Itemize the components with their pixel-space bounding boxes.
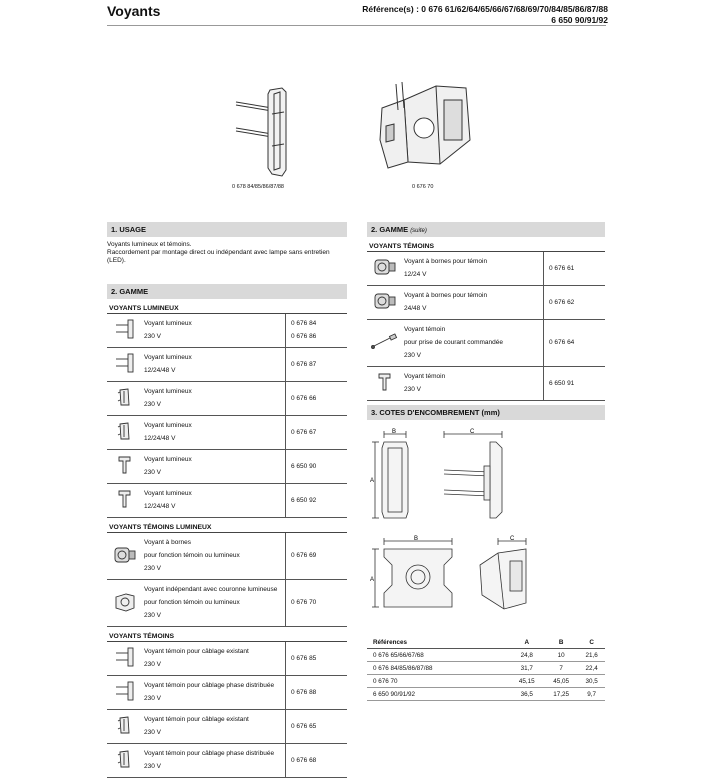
product-reference-text-line: 6 650 92 xyxy=(291,496,317,504)
product-reference-text-line: 0 676 88 xyxy=(291,688,317,696)
gamme-subhead: VOYANTS LUMINEUX xyxy=(107,304,347,314)
reference-line-2: 6 650 90/91/92 xyxy=(551,15,608,25)
product-reference xyxy=(286,710,348,744)
product-reference-text xyxy=(291,395,346,403)
product-description-text xyxy=(144,490,284,511)
product-reference xyxy=(286,676,348,710)
table-row xyxy=(107,580,347,627)
product-description-text-line: Voyant à bornes xyxy=(144,539,191,546)
dim-label-a-1: A xyxy=(370,478,375,484)
product-reference-text xyxy=(291,361,346,369)
product-description xyxy=(143,450,286,484)
product-description-text-line: Voyant témoin pour câblage existant xyxy=(144,648,249,655)
table-row xyxy=(367,252,605,286)
gamme-body xyxy=(107,304,347,778)
product-description-text xyxy=(404,373,542,394)
product-description-text-line: Voyant lumineux xyxy=(144,388,192,395)
clip-voyant-icon xyxy=(107,416,143,450)
table-row xyxy=(107,484,347,518)
product-description-text-line: 12/24/48 V xyxy=(144,367,176,374)
gamme-suite-heading-suffix: (suite) xyxy=(410,228,427,234)
product-description-text-line: 230 V xyxy=(404,352,421,359)
product-description-text xyxy=(404,292,542,313)
product-reference-text-line: 0 676 70 xyxy=(291,599,317,606)
dim-label-b-2: B xyxy=(414,536,419,542)
col-a: A xyxy=(510,637,544,649)
product-reference xyxy=(544,252,606,286)
dimensions-table xyxy=(367,637,605,701)
product-description-text-line: 12/24/48 V xyxy=(144,503,176,510)
product-description-text-line: 230 V xyxy=(144,729,161,736)
table-cell: 24,8 xyxy=(510,649,544,662)
table-row xyxy=(107,382,347,416)
gamme-table xyxy=(107,314,347,518)
product-description-text xyxy=(144,539,284,573)
gamme-suite-heading-text: 2. GAMME xyxy=(371,225,409,234)
product-description-text-line: 24/48 V xyxy=(404,305,427,312)
product-description xyxy=(143,533,286,580)
table-row xyxy=(107,676,347,710)
dimension-drawing-front-large xyxy=(370,535,458,615)
gamme-suite-table xyxy=(367,252,605,401)
product-description-text xyxy=(404,258,542,279)
clip-voyant-icon xyxy=(107,382,143,416)
product-description-text-line: Voyant témoin pour câblage existant xyxy=(144,716,249,723)
terminal-voyant-icon xyxy=(367,286,403,320)
figure-caption-right: 0 676 70 xyxy=(412,184,434,190)
product-description-text-line: Voyant indépendant avec couronne lumineuse xyxy=(144,586,278,593)
terminal-voyant-icon xyxy=(107,533,143,580)
product-reference-text-line: 0 676 62 xyxy=(549,298,575,306)
product-reference-text xyxy=(549,380,604,388)
product-description-text xyxy=(144,422,284,443)
reference-line-1: Référence(s) : 0 676 61/62/64/65/66/67/68/69/70/84/85/86/87/88 xyxy=(362,4,608,14)
table-cell: 10 xyxy=(544,649,578,662)
table-row xyxy=(107,416,347,450)
product-description-text xyxy=(144,716,284,737)
product-description xyxy=(143,710,286,744)
product-reference-text-line: 0 676 69 xyxy=(291,552,317,559)
product-description-text xyxy=(144,750,284,771)
product-description xyxy=(403,367,544,401)
mechanism-voyant-icon xyxy=(107,580,143,627)
product-description xyxy=(143,744,286,778)
product-reference-text-line: 0 676 84 xyxy=(291,320,317,327)
usage-section xyxy=(107,222,347,265)
product-reference-text xyxy=(291,497,346,505)
product-description-text-line: Voyant témoin pour câblage phase distribuée xyxy=(144,750,275,757)
two-pin-voyant-icon xyxy=(107,348,143,382)
product-reference-text xyxy=(291,320,346,341)
product-reference-text xyxy=(291,552,346,560)
product-reference xyxy=(544,286,606,320)
product-reference-text xyxy=(291,655,346,663)
table-row xyxy=(107,744,347,778)
product-description-text xyxy=(144,682,284,703)
bracket-voyant-icon xyxy=(107,484,143,518)
product-description-text-line: Voyant témoin pour câblage phase distribuée xyxy=(144,682,275,689)
product-description-text-line: Voyant lumineux xyxy=(144,354,192,361)
table-cell: 0 676 84/85/86/87/88 xyxy=(367,662,510,675)
table-cell: 21,6 xyxy=(578,649,605,662)
table-row xyxy=(367,649,605,662)
product-description xyxy=(143,382,286,416)
product-description xyxy=(403,286,544,320)
table-row xyxy=(107,533,347,580)
two-pin-voyant-icon xyxy=(107,642,143,676)
product-reference xyxy=(286,314,348,348)
product-description xyxy=(143,314,286,348)
product-reference-text xyxy=(291,463,346,471)
gamme-suite-heading xyxy=(367,222,605,237)
clip-voyant-icon xyxy=(107,744,143,778)
clip-voyant-icon xyxy=(107,710,143,744)
gamme-suite-body xyxy=(367,252,605,401)
table-row xyxy=(107,314,347,348)
product-description-text-line: Voyant à bornes pour témoin xyxy=(404,292,488,299)
product-reference xyxy=(544,367,606,401)
product-description-text-line: 230 V xyxy=(144,612,161,619)
product-reference-text xyxy=(549,339,604,347)
gamme-subhead: VOYANTS TÉMOINS LUMINEUX xyxy=(107,523,347,533)
bracket-voyant-icon xyxy=(107,450,143,484)
table-cell: 30,5 xyxy=(578,675,605,688)
table-row xyxy=(367,675,605,688)
product-description-text xyxy=(144,388,284,409)
table-cell: 7 xyxy=(544,662,578,675)
product-reference-text xyxy=(291,599,346,607)
product-reference xyxy=(286,533,348,580)
product-description-text-line: 12/24 V xyxy=(404,271,427,278)
gamme-table xyxy=(107,533,347,627)
table-cell: 31,7 xyxy=(510,662,544,675)
table-cell: 22,4 xyxy=(578,662,605,675)
bracket-voyant-icon xyxy=(367,367,403,401)
product-description xyxy=(143,348,286,382)
product-reference xyxy=(286,744,348,778)
product-description xyxy=(143,642,286,676)
dim-label-a-2: A xyxy=(370,577,375,583)
product-reference-text xyxy=(291,757,346,765)
product-reference-text-line: 0 676 66 xyxy=(291,394,317,402)
gamme-subhead: VOYANTS TÉMOINS xyxy=(107,632,347,642)
table-row xyxy=(107,348,347,382)
dim-label-c-2: C xyxy=(510,536,515,542)
dimensions-table-wrap xyxy=(367,637,605,701)
product-reference xyxy=(286,382,348,416)
header-divider xyxy=(107,25,606,26)
product-description-text-line: pour fonction témoin ou lumineux xyxy=(144,599,240,606)
product-description-text-line: 230 V xyxy=(144,469,161,476)
product-description xyxy=(143,580,286,627)
table-cell: 0 676 65/66/67/68 xyxy=(367,649,510,662)
product-description-text-line: Voyant témoin xyxy=(404,326,446,333)
col-references: Références xyxy=(367,637,510,649)
product-reference xyxy=(286,450,348,484)
dim-label-b-1: B xyxy=(392,429,397,435)
product-reference xyxy=(544,320,606,367)
product-reference-text-line: 6 650 90 xyxy=(291,462,317,470)
product-reference-text-line: 0 676 64 xyxy=(549,339,575,346)
product-description-text-line: Voyant lumineux xyxy=(144,320,192,327)
product-description-text-line: 230 V xyxy=(404,386,421,393)
cotes-section xyxy=(367,405,605,420)
dimension-drawing-front-small xyxy=(370,428,420,526)
product-reference xyxy=(286,642,348,676)
product-reference xyxy=(286,348,348,382)
product-description xyxy=(403,320,544,367)
voyant-mechanism-illustration xyxy=(374,70,476,180)
product-description xyxy=(143,416,286,450)
product-description-text xyxy=(144,456,284,477)
page-title: Voyants xyxy=(107,3,161,19)
dim-label-c-1: C xyxy=(470,429,475,435)
table-row xyxy=(367,662,605,675)
table-row xyxy=(367,367,605,401)
product-reference-text-line: 0 676 85 xyxy=(291,654,317,662)
product-description xyxy=(143,484,286,518)
two-pin-voyant-icon xyxy=(107,314,143,348)
product-reference-text xyxy=(291,723,346,731)
table-cell: 45,15 xyxy=(510,675,544,688)
product-reference xyxy=(286,416,348,450)
product-description-text-line: Voyant lumineux xyxy=(144,422,192,429)
two-pin-voyant-icon xyxy=(107,676,143,710)
table-cell: 9,7 xyxy=(578,688,605,701)
gamme-suite-section xyxy=(367,222,605,401)
product-description-text-line: pour fonction témoin ou lumineux xyxy=(144,552,240,559)
product-description-text-line: 230 V xyxy=(144,695,161,702)
gamme-suite-subhead: VOYANTS TÉMOINS xyxy=(367,242,605,252)
product-description-text-line: pour prise de courant commandée xyxy=(404,339,504,346)
product-reference-text xyxy=(549,299,604,307)
product-reference-text-line: 0 676 68 xyxy=(291,756,317,764)
table-row xyxy=(367,688,605,701)
product-description-text-line: 12/24/48 V xyxy=(144,435,176,442)
product-description-text-line: Voyant lumineux xyxy=(144,490,192,497)
cotes-heading: 3. COTES D'ENCOMBREMENT (mm) xyxy=(367,405,605,420)
product-description-text-line: 230 V xyxy=(144,333,161,340)
product-reference-text-line: 0 676 67 xyxy=(291,428,317,436)
product-description xyxy=(143,676,286,710)
dimension-drawing-side-large xyxy=(474,535,534,615)
usage-heading: 1. USAGE xyxy=(107,222,347,237)
table-cell: 45,05 xyxy=(544,675,578,688)
product-reference-text xyxy=(291,429,346,437)
product-reference xyxy=(286,580,348,627)
product-description-text xyxy=(144,320,284,341)
usage-text: Voyants lumineux et témoins. Raccordement par montage direct ou indépendant avec lampe sans entretien (LED). xyxy=(107,241,330,264)
product-description-text-line: 230 V xyxy=(144,401,161,408)
product-description-text-line: 230 V xyxy=(144,565,161,572)
figure-caption-left: 0 678 84/85/86/87/88 xyxy=(232,184,284,190)
dimensions-table-header xyxy=(367,637,605,649)
table-row xyxy=(107,710,347,744)
table-row xyxy=(367,320,605,367)
product-description-text xyxy=(404,326,542,360)
gamme-table xyxy=(107,642,347,778)
terminal-voyant-icon xyxy=(367,252,403,286)
table-cell: 0 676 70 xyxy=(367,675,510,688)
product-reference-text-line: 0 676 65 xyxy=(291,722,317,730)
product-description-text-line: 230 V xyxy=(144,763,161,770)
table-row xyxy=(367,286,605,320)
table-cell: 17,25 xyxy=(544,688,578,701)
product-description-text-line: 230 V xyxy=(144,661,161,668)
product-reference-text-line: 0 676 61 xyxy=(549,264,575,272)
gamme-heading: 2. GAMME xyxy=(107,284,347,299)
product-description-text-line: Voyant lumineux xyxy=(144,456,192,463)
table-row xyxy=(107,642,347,676)
col-c: C xyxy=(578,637,605,649)
product-reference-text-line: 0 676 86 xyxy=(291,333,317,340)
product-reference-text-line: 0 676 87 xyxy=(291,360,317,368)
product-description-text-line: Voyant à bornes pour témoin xyxy=(404,258,488,265)
table-row xyxy=(107,450,347,484)
product-reference-text xyxy=(549,265,604,273)
product-reference-text-line: 6 650 91 xyxy=(549,379,575,387)
product-description xyxy=(403,252,544,286)
col-b: B xyxy=(544,637,578,649)
table-cell: 6 650 90/91/92 xyxy=(367,688,510,701)
product-description-text-line: Voyant témoin xyxy=(404,373,446,380)
dimension-drawing-side-small xyxy=(440,428,508,526)
product-description-text xyxy=(144,648,284,669)
table-cell: 36,5 xyxy=(510,688,544,701)
product-reference xyxy=(286,484,348,518)
socket-plug-voyant-icon xyxy=(367,320,403,367)
product-description-text xyxy=(144,354,284,375)
gamme-section xyxy=(107,284,347,778)
product-description-text xyxy=(144,586,284,620)
product-reference-text xyxy=(291,689,346,697)
voyant-two-pin-illustration xyxy=(232,84,292,180)
